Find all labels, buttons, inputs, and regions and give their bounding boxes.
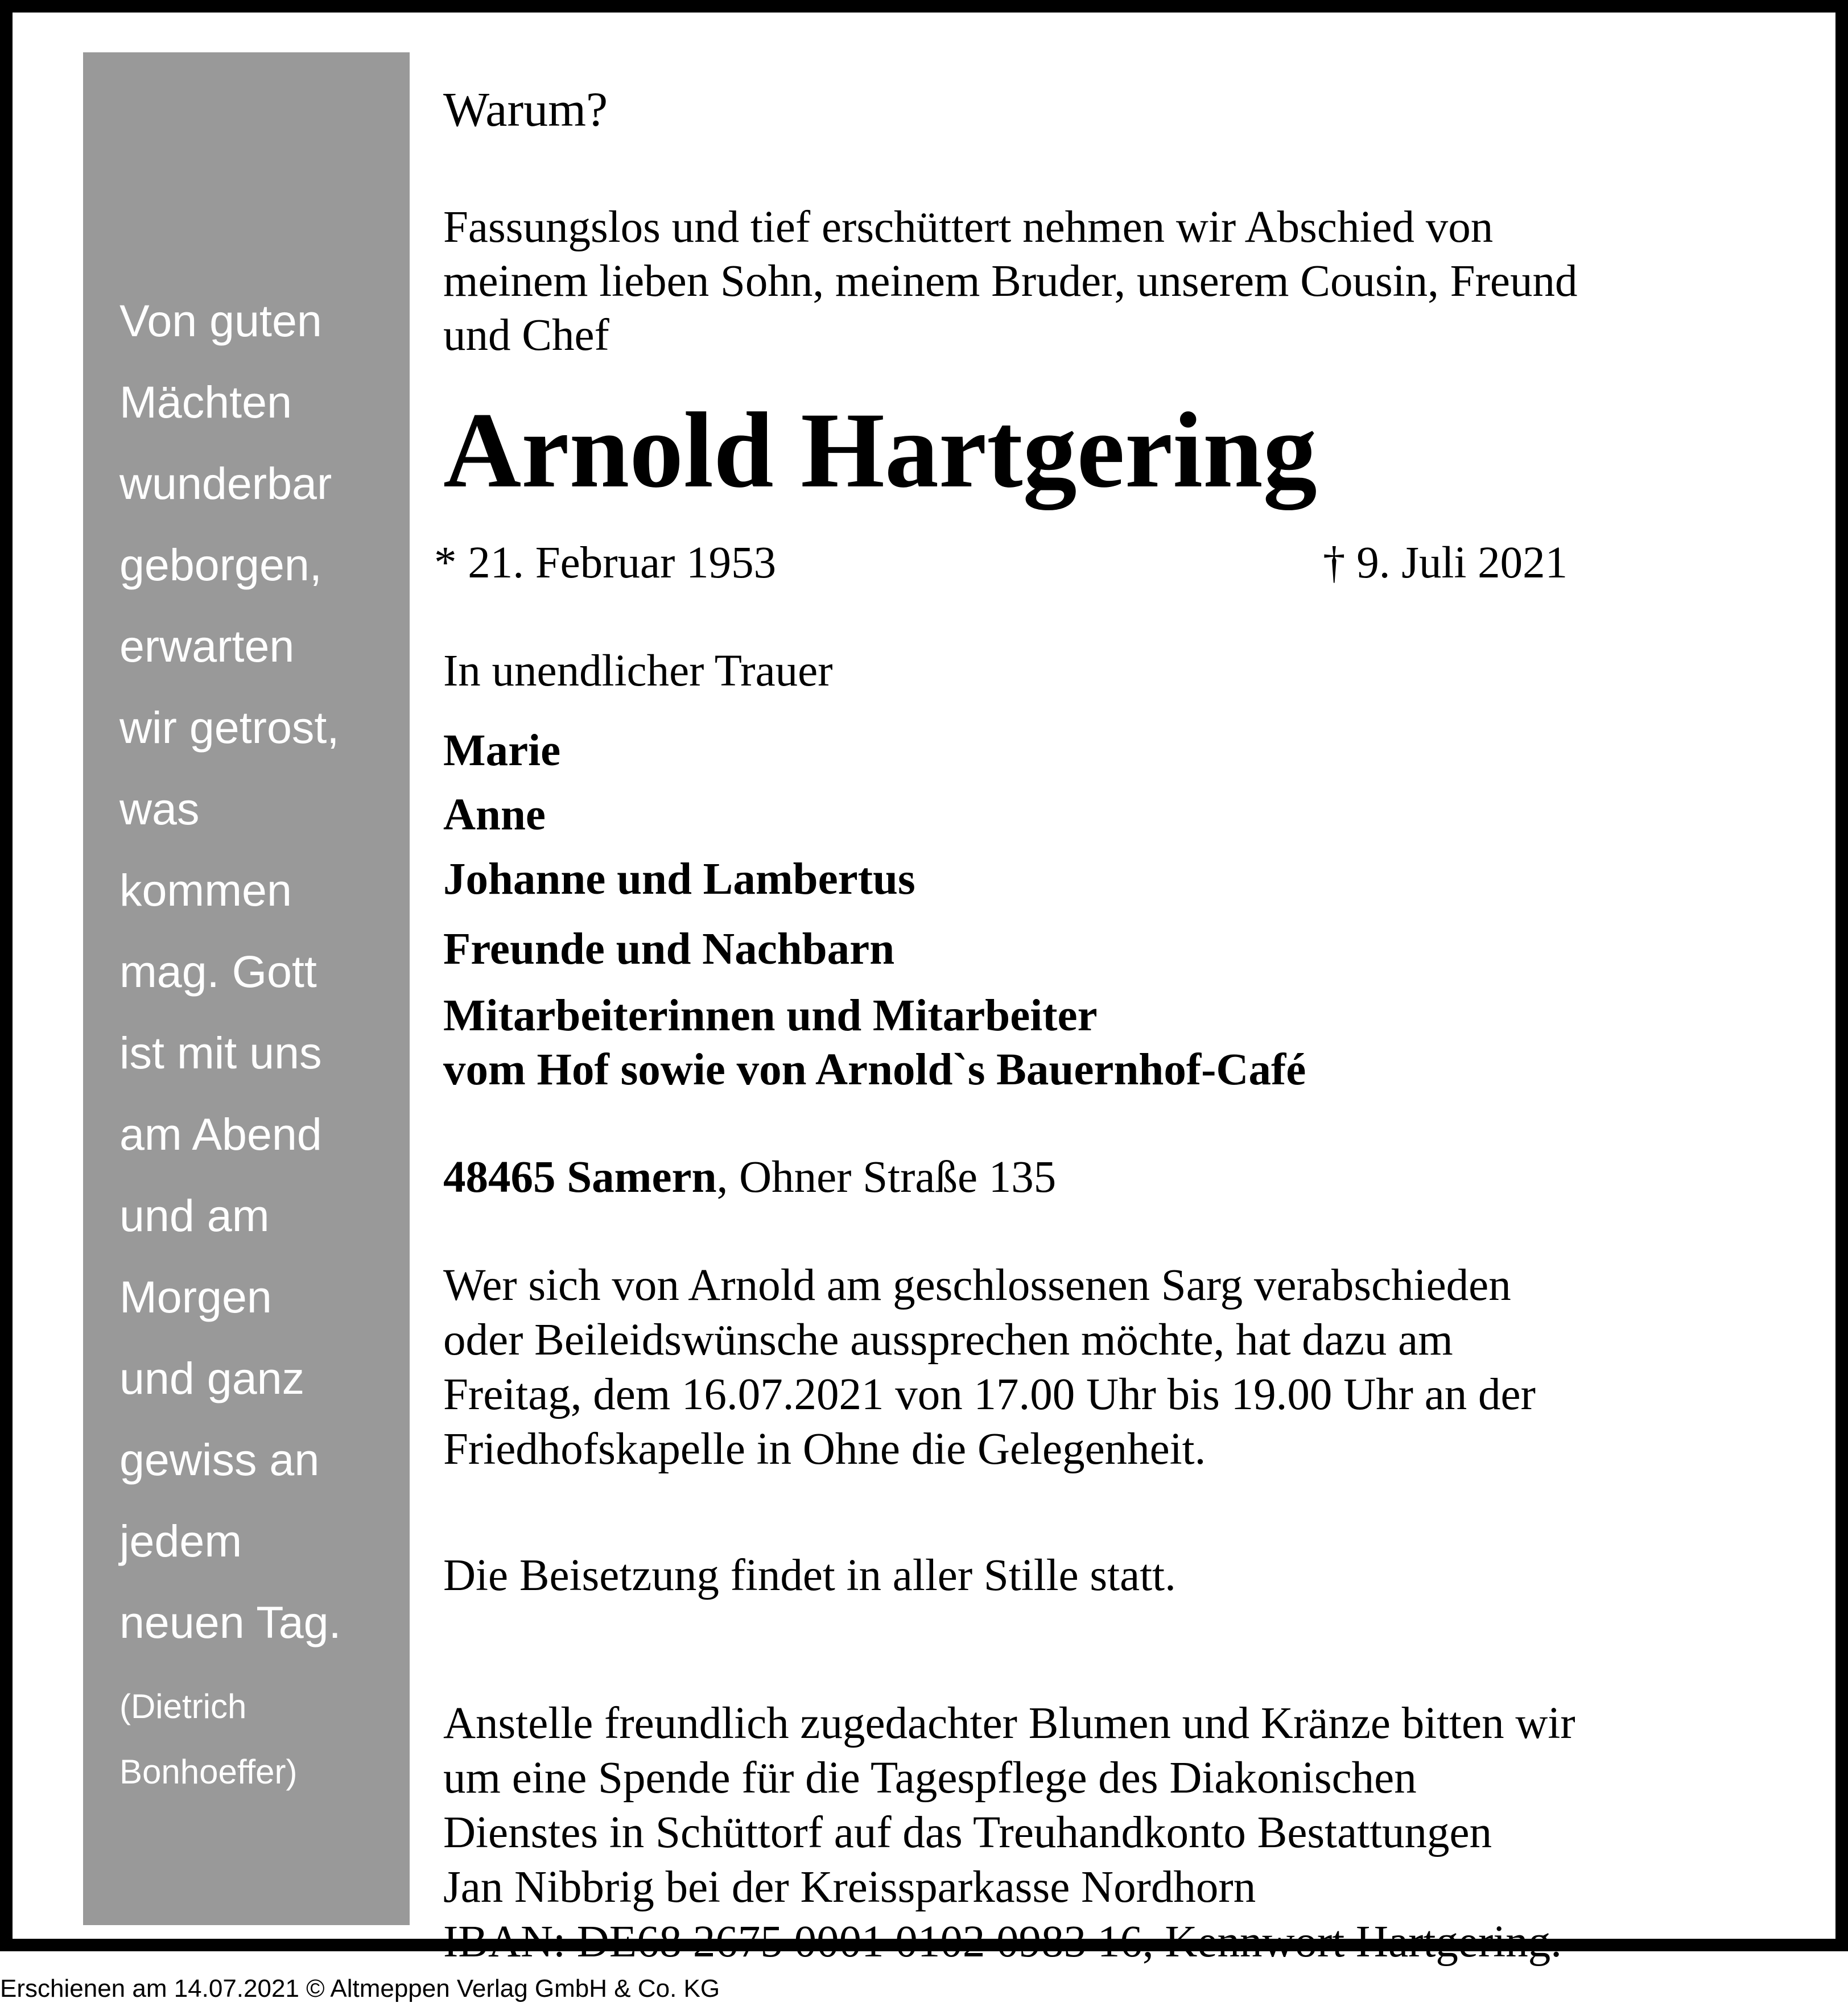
mourner-entry — [443, 922, 894, 976]
quote-source-line: (Dietrich — [119, 1687, 247, 1725]
quote-line: mag. Gott — [119, 946, 317, 997]
mourner-name: vom Hof sowie von Arnold`s Bauernhof-Café — [443, 1045, 1306, 1095]
quote-line: was — [119, 783, 200, 834]
donation-line: Anstelle freundlich zugedachter Blumen und Kränze bitten wir — [443, 1699, 1575, 1748]
farewell-line: Friedhofskapelle in Ohne die Gelegenheit. — [443, 1424, 1206, 1474]
intro-line: Fassungslos und tief erschüttert nehmen wir Abschied von — [443, 203, 1494, 252]
quote-line: am Abend — [119, 1109, 322, 1159]
quote-line: Von guten — [119, 295, 322, 346]
quote-line: und ganz — [119, 1353, 305, 1403]
quote-source-line: Bonhoeffer) — [119, 1753, 298, 1791]
quote-line: und am — [119, 1190, 270, 1241]
deceased-name: Arnold Hartgering — [443, 391, 1317, 510]
quote-line: Mächten — [119, 377, 292, 427]
death-date: † 9. Juli 2021 — [1323, 538, 1568, 588]
mourner-entry — [443, 852, 915, 906]
intro-line: und Chef — [443, 311, 609, 360]
quote-line: wir getrost, — [119, 702, 340, 753]
donation-paragraph — [443, 1696, 1575, 1969]
mourner-name: Anne — [443, 790, 546, 840]
intro-line: meinem lieben Sohn, meinem Bruder, unserem Cousin, Freund — [443, 257, 1578, 306]
address — [443, 1150, 1056, 1204]
donation-line: Jan Nibbrig bei der Kreissparkasse Nordhorn — [443, 1863, 1256, 1912]
mourner-name: Johanne und Lambertus — [443, 854, 915, 904]
donation-line: IBAN: DE68 2675 0001 0102 0983 16, Kennwort Hartgering. — [443, 1917, 1562, 1967]
mourning-line: In unendlicher Trauer — [443, 646, 833, 696]
notice-heading: Warum? — [443, 82, 608, 137]
quote-source — [119, 1674, 297, 1805]
mourner-entry — [443, 724, 560, 778]
quote-line: kommen — [119, 865, 292, 915]
quote-line: erwarten — [119, 621, 295, 671]
quote-line: jedem — [119, 1516, 242, 1566]
birth-date: * 21. Februar 1953 — [434, 538, 777, 588]
mourner-name: Freunde und Nachbarn — [443, 924, 895, 974]
quote-line: Morgen — [119, 1271, 272, 1322]
burial-paragraph — [443, 1549, 1176, 1603]
mourner-entry — [443, 788, 546, 842]
intro-text — [443, 200, 1577, 362]
quote-line: ist mit uns — [119, 1027, 322, 1078]
publication-footer: Erschienen am 14.07.2021 © Altmeppen Verlag GmbH & Co. KG — [0, 1975, 720, 2002]
donation-line: um eine Spende für die Tagespflege des Diakonischen — [443, 1753, 1417, 1803]
quote-line: geborgen, — [119, 539, 322, 590]
donation-line: Dienstes in Schüttorf auf das Treuhandkonto Bestattungen — [443, 1808, 1492, 1857]
farewell-line: Freitag, dem 16.07.2021 von 17.00 Uhr bis 19.00 Uhr an der — [443, 1370, 1536, 1419]
mourner-name: Marie — [443, 726, 561, 775]
farewell-line: oder Beileidswünsche aussprechen möchte, hat dazu am — [443, 1315, 1453, 1365]
quote-line: wunderbar — [119, 458, 332, 509]
mourner-name: Mitarbeiterinnen und Mitarbeiter — [443, 991, 1098, 1040]
quote-line: neuen Tag. — [119, 1597, 341, 1647]
quote-text — [119, 280, 398, 1663]
farewell-paragraph — [443, 1258, 1536, 1477]
address-street: , Ohner Straße 135 — [716, 1153, 1057, 1202]
mourner-entry — [443, 989, 1306, 1097]
quote-panel — [83, 52, 410, 1925]
farewell-line: Wer sich von Arnold am geschlossenen Sarg verabschieden — [443, 1261, 1511, 1310]
address-city: 48465 Samern — [443, 1153, 717, 1202]
quote-line: gewiss an — [119, 1434, 320, 1485]
burial-line: Die Beisetzung findet in aller Stille statt. — [443, 1551, 1176, 1600]
